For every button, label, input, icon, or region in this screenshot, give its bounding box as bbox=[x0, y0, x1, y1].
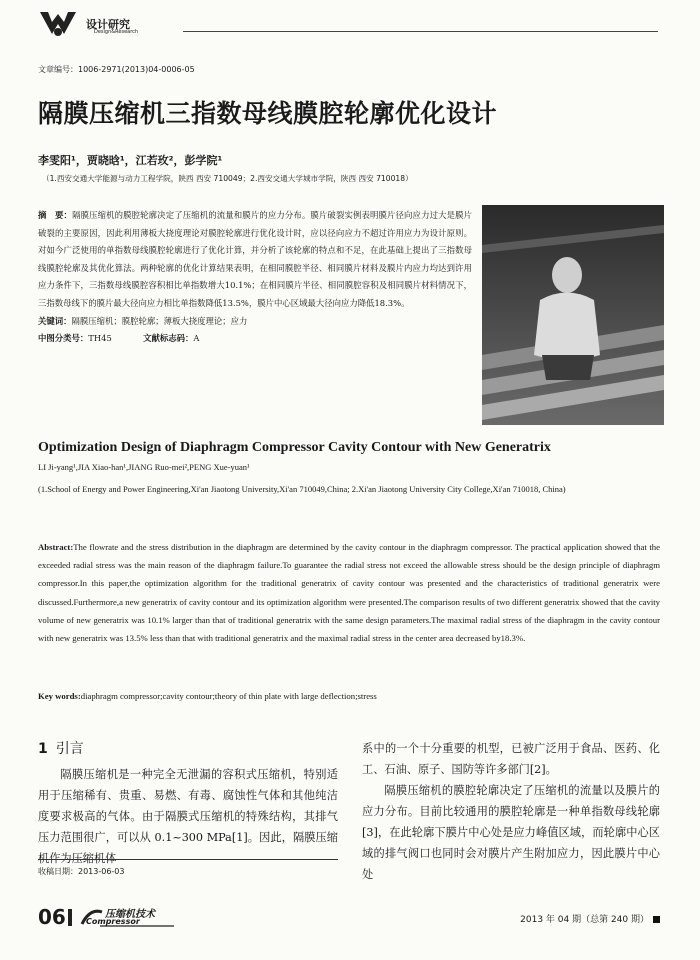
footnote-rule bbox=[38, 859, 338, 860]
journal-logo-icon bbox=[38, 8, 78, 40]
article-number: 文章编号：1006-2971(2013)04-0006-05 bbox=[38, 65, 195, 74]
doc-code-label: 文献标志码： bbox=[143, 333, 194, 344]
affiliation-english: (1.School of Energy and Power Engineering,Xi'an Jiaotong University,Xi'an 710049,China; 2.Xi'an Jiaotong University City College,Xi'an 710018, China) bbox=[38, 484, 566, 494]
journal-footer-sub: Compressor bbox=[86, 917, 140, 926]
section-heading bbox=[38, 738, 338, 758]
body-paragraph-3: 隔膜压缩机的膜腔轮廓决定了压缩机的流量以及膜片的应力分布。目前比较通用的膜腔轮廓是一种单指数母线轮廓 [3]，在此轮廓下膜片中心处是应力峰值区域，而轮廓中心区域的排气阀口也同时会对膜片产生附加应力，因此膜片中心处 bbox=[362, 784, 660, 881]
journal-header bbox=[38, 8, 658, 42]
author-photo bbox=[482, 205, 664, 425]
body-paragraph-1: 隔膜压缩机是一种完全无泄漏的容积式压缩机，特别适用于压缩稀有、贵重、易燃、有毒、腐蚀性气体和其他纯洁度要求极高的气体。由于隔膜式压缩机的特殊结构，其排气压力范围很广，可以从 0.1~300 MPa[1]。因此，隔膜压缩机作为压缩机体 bbox=[38, 768, 338, 865]
section-title: 引言 bbox=[55, 741, 84, 757]
keywords-english bbox=[38, 691, 377, 701]
section-number: 1 bbox=[38, 741, 48, 757]
abstract-cn-text: 隔膜压缩机的膜腔轮廓决定了压缩机的流量和膜片的应力分布。膜片破裂实例表明膜片径向应力过大是膜片破裂的主要原因，因此利用薄板大挠度理论对膜腔轮廓进行优化设计时，应以径向应力不超过许用应力为设计原则。对如今广泛使用的单指数母线膜腔轮廓进行了优化计算，并分析了该轮廓的特点和不足，在此基础上提出了三指数母线膜腔轮廓及其优化算法。两种轮廓的优化计算结果表明，在相同膜腔半径、相同膜片材料及膜片内应力均达到许用应力条件下，三指数母线膜腔容积相比单指数增大10.1%；在相同膜片半径、相同膜腔容积及相同膜片材料情况下，三指数母线下的膜片最大径向应力相比单指数降低13.5%，膜片中心区域最大径向应力降低18.3%。 bbox=[38, 210, 473, 308]
clc-code: TH45 bbox=[88, 333, 112, 344]
footer-divider bbox=[68, 909, 72, 926]
abstract-en-label: Abstract: bbox=[38, 542, 74, 552]
authors-chinese: 李雯阳¹，贾晓晗¹，江若玫²，彭学院¹ bbox=[38, 154, 223, 167]
doc-code: A bbox=[193, 333, 200, 344]
keywords-cn: 隔膜压缩机；膜腔轮廓；薄板大挠度理论；应力 bbox=[71, 315, 248, 326]
journal-section-name: 设计研究 bbox=[86, 18, 130, 31]
issue-info bbox=[520, 912, 660, 925]
keywords-en-text: diaphragm compressor;cavity contour;theory of thin plate with large deflection;stress bbox=[80, 691, 377, 701]
abstract-english bbox=[38, 538, 660, 647]
body-column-right bbox=[362, 738, 660, 885]
abstract-chinese bbox=[38, 207, 472, 348]
header-rule bbox=[183, 31, 658, 32]
title-chinese: 隔膜压缩机三指数母线膜腔轮廓优化设计 bbox=[38, 99, 498, 128]
abstract-en-text: The flowrate and the stress distribution in the diaphragm are determined by the cavity contour in the diaphragm compressor. The practical application showed that the exceeded radial stress was the main reason of the diaphragm failure.To guarantee the radial stress not exceed the allowable stress should be the design principle of diaphragm compressor.In this paper,the optimization algorithm for the traditional generatrix of cavity contour was presented and the characteristics of traditional generatrix were discussed.Furthermore,a new generatrix of cavity contour and its optimization algorithm were presented.The comparison results of two different generatrix showed that the cavity volume of new generatrix was 10.1% larger than that of traditional generatrix with the same design parameters.The maximal radial stress of the diaphragm in the cavity contour with new generatrix was 13.5% less than that with traditional generatrix and the maximal radial stress in the center area decreased by18.3%. bbox=[38, 542, 660, 644]
journal-section-sub: Design&Research bbox=[94, 29, 139, 35]
page-number: 06 bbox=[38, 905, 66, 929]
keywords-cn-label: 关键词： bbox=[38, 315, 72, 326]
issue-text: 2013 年 04 期（总第 240 期） bbox=[520, 915, 649, 925]
affiliation-chinese: （1.西安交通大学能源与动力工程学院，陕西 西安 710049；2.西安交通大学城市学院，陕西 西安 710018） bbox=[42, 174, 413, 183]
keywords-en-label: Key words: bbox=[38, 691, 81, 701]
received-date: 收稿日期：2013-06-03 bbox=[38, 867, 125, 876]
abstract-cn-label: 摘 要： bbox=[38, 210, 73, 220]
clc-label: 中图分类号： bbox=[38, 333, 89, 344]
authors-english: LI Ji-yang¹,JIA Xiao-han¹,JIANG Ruo-mei²,PENG Xue-yuan¹ bbox=[38, 462, 250, 472]
body-paragraph-2: 系中的一个十分重要的机型，已被广泛用于食品、医药、化工、石油、原子、国防等许多部门[2]。 bbox=[362, 742, 660, 776]
journal-footer-title: 压缩机技术 bbox=[105, 909, 155, 920]
body-column-left bbox=[38, 738, 338, 869]
square-icon bbox=[653, 916, 660, 923]
title-english: Optimization Design of Diaphragm Compressor Cavity Contour with New Generatrix bbox=[38, 440, 551, 455]
